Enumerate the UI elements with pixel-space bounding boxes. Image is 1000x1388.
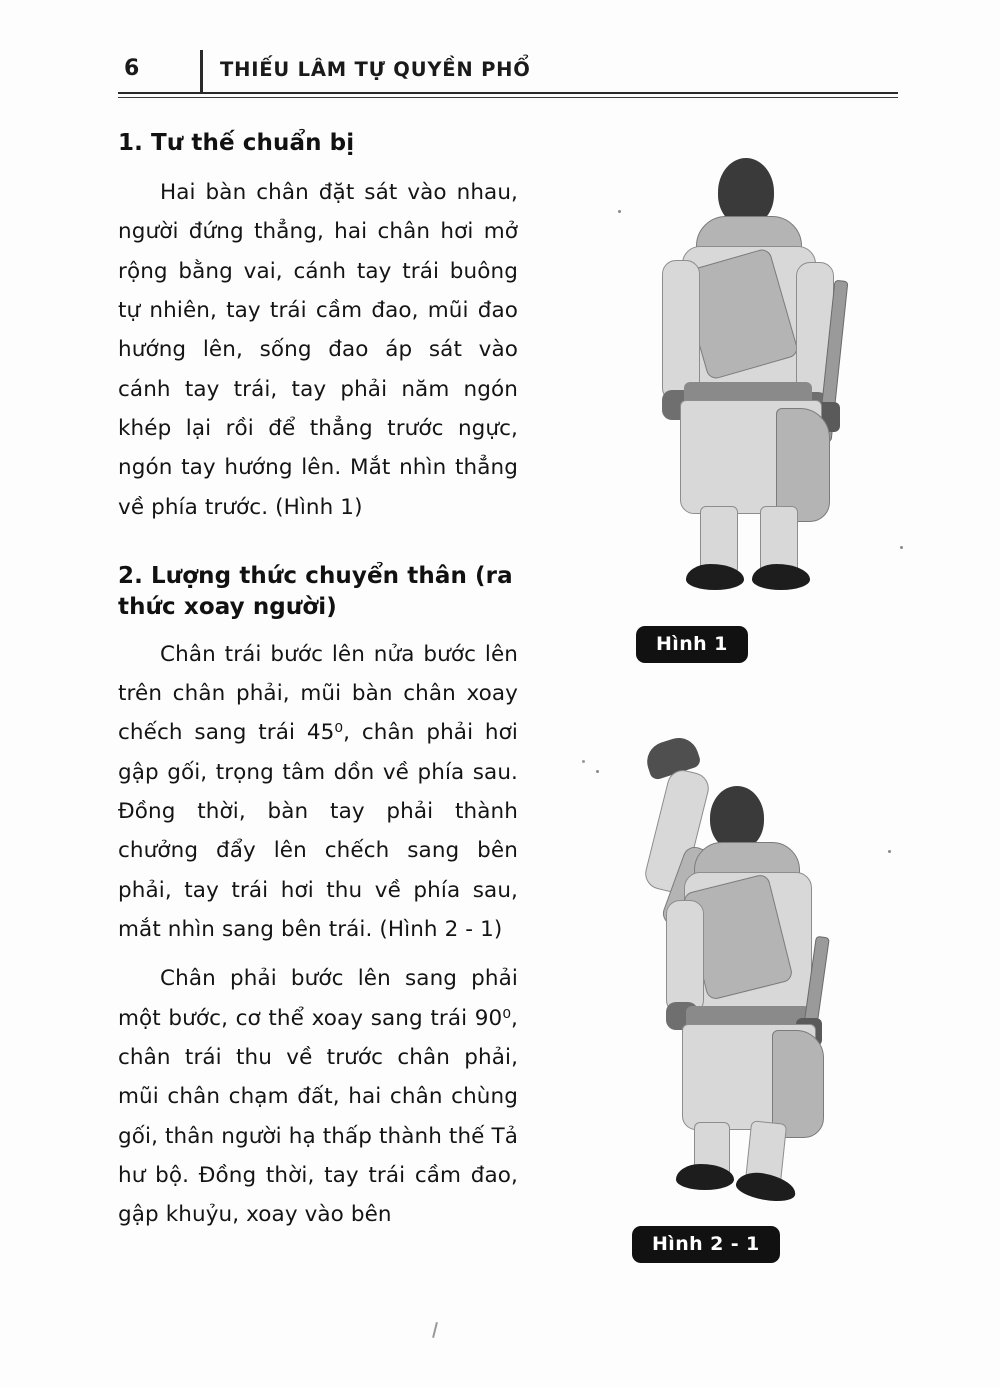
header-divider [200,50,203,92]
scan-artifact-1 [432,1322,438,1338]
paragraph-2-2: Chân phải bước lên sang phải một bước, cơ thể xoay sang trái 90⁰, chân trái thu về trước chân phải, mũi chân chạm đất, hai chân chùng gối, thân người hạ thấp thành thế Tả hư bộ. Đồng thời, tay trái cầm đao, gập khuỷu, xoay vào bên [118,966,518,1228]
figure-1-caption-wrapper [636,626,748,663]
figure-2 [590,730,920,1255]
figure-2-caption: Hình 2 - 1 [632,1226,780,1263]
header-rule [118,92,898,94]
monk-photo-1 [600,150,920,600]
figure-1-caption: Hình 1 [636,626,748,663]
section-heading-2: 2. Lượng thức chuyển thân (ra thức xoay người) [118,562,513,620]
header-rule-secondary [118,97,898,98]
page-number: 6 [124,56,140,81]
figure-2-image [590,730,920,1200]
body-text-column [118,128,518,1235]
running-head: THIẾU LÂM TỰ QUYỀN PHỔ [220,58,531,81]
section-heading-1: 1. Tư thế chuẩn bị [118,130,355,156]
figure-1 [600,150,920,655]
paragraph-2-1: Chân trái bước lên nửa bước lên trên chân phải, mũi bàn chân xoay chếch sang trái 45⁰, chân phải hơi gập gối, trọng tâm dồn về phía sau. Đồng thời, bàn tay phải thành chưởng đẩy lên chếch sang bên phải, tay trái hơi thu về phía sau, mắt nhìn sang bên trái. (Hình 2 - 1) [118,641,518,942]
figure-2-caption-wrapper [632,1226,780,1263]
scan-artifact-2 [582,760,585,763]
figure-1-image [600,150,920,600]
monk-photo-2 [590,730,920,1200]
page-header [118,48,898,98]
paragraph-1-1: Hai bàn chân đặt sát vào nhau, người đứng thẳng, hai chân hơi mở rộng bằng vai, cánh tay trái buông tự nhiên, tay trái cầm đao, mũi đao hướng lên, sống đao áp sát vào cánh tay trái, tay phải năm ngón khép lại rồi để thẳng trước ngực, ngón tay hướng lên. Mắt nhìn thẳng về phía trước. (Hình 1) [118,179,518,520]
